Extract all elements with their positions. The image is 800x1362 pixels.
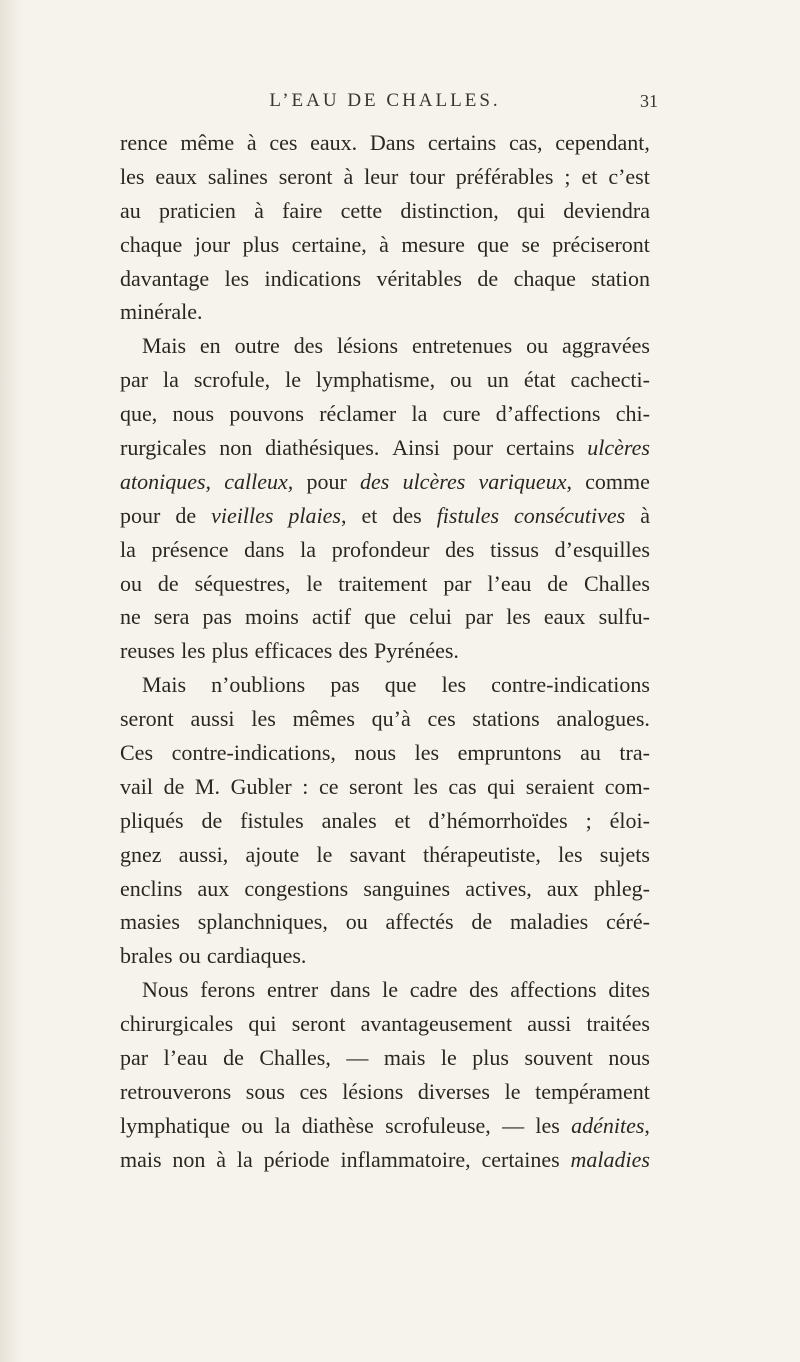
word: la bbox=[236, 1146, 253, 1172]
word: état bbox=[523, 367, 556, 393]
word: ne bbox=[120, 604, 141, 630]
word: contre-indications bbox=[491, 672, 650, 698]
word: tour bbox=[409, 163, 445, 189]
word: le bbox=[440, 1045, 457, 1071]
word: avantageusement bbox=[360, 1011, 513, 1037]
word: com- bbox=[604, 773, 650, 799]
word: savant bbox=[349, 841, 406, 867]
page-number: 31 bbox=[640, 91, 658, 111]
word: le bbox=[306, 570, 323, 596]
text-line bbox=[120, 567, 650, 601]
word: d’hémorrhoïdes bbox=[428, 807, 568, 833]
word: aux bbox=[546, 875, 579, 901]
word: préciseront bbox=[552, 231, 650, 257]
word: non bbox=[172, 1146, 206, 1172]
word: salines bbox=[207, 163, 268, 189]
word: variqueux, bbox=[478, 468, 572, 494]
word: nous bbox=[354, 740, 397, 766]
word: rurgicales bbox=[120, 435, 207, 461]
word: qui bbox=[248, 1011, 277, 1037]
word: station bbox=[591, 265, 650, 291]
word: les bbox=[558, 841, 583, 867]
word: cardiaques. bbox=[206, 943, 307, 969]
word: plus bbox=[242, 231, 280, 257]
word: tissus bbox=[490, 536, 539, 562]
word: des bbox=[445, 536, 475, 562]
word: dans bbox=[244, 536, 285, 562]
word: minérale. bbox=[120, 299, 203, 325]
word: mêmes bbox=[292, 706, 355, 732]
text-line bbox=[120, 973, 650, 1007]
text-line bbox=[120, 160, 650, 194]
word: Dans bbox=[369, 130, 416, 155]
word: adénites, bbox=[571, 1112, 650, 1138]
word: retrouverons bbox=[120, 1078, 232, 1104]
word: des bbox=[338, 638, 368, 664]
word: et bbox=[581, 163, 598, 189]
word: diathésiques. bbox=[265, 435, 380, 461]
word: seraient bbox=[525, 773, 595, 799]
word: plus bbox=[211, 638, 249, 664]
word: ulcères bbox=[402, 468, 466, 494]
word: n’oublions bbox=[211, 672, 306, 698]
word: plus bbox=[472, 1045, 509, 1071]
word: des bbox=[293, 333, 324, 359]
word: entrer bbox=[266, 977, 319, 1003]
word: chirurgicales bbox=[120, 1011, 234, 1037]
word: Challes bbox=[583, 570, 650, 596]
word: d’esquilles bbox=[554, 536, 650, 562]
text-line bbox=[120, 228, 650, 262]
word: nous bbox=[608, 1045, 650, 1071]
word: véritables bbox=[376, 265, 462, 291]
word: davantage bbox=[120, 265, 210, 291]
text-line bbox=[120, 499, 650, 533]
word: ce bbox=[318, 773, 339, 799]
word: à bbox=[379, 231, 389, 257]
word: pouvons bbox=[229, 401, 304, 427]
word: eaux bbox=[543, 604, 586, 630]
word: ou bbox=[120, 570, 142, 596]
word: affections bbox=[510, 977, 597, 1003]
word: Mais bbox=[142, 333, 186, 359]
word: des bbox=[392, 502, 422, 528]
word: les bbox=[414, 740, 440, 766]
word: chi- bbox=[615, 401, 650, 427]
word: comme bbox=[585, 468, 650, 494]
word: analogues. bbox=[556, 706, 650, 732]
word: la bbox=[411, 401, 428, 427]
word: celui bbox=[409, 604, 452, 630]
word: les bbox=[181, 638, 206, 664]
word: période bbox=[263, 1146, 330, 1172]
word: seront bbox=[349, 773, 403, 799]
word: certaines bbox=[481, 1146, 560, 1172]
text-line bbox=[120, 1075, 650, 1109]
word: à bbox=[640, 502, 650, 528]
word: fistules bbox=[436, 502, 500, 528]
word: empruntons bbox=[457, 740, 562, 766]
word: stations bbox=[472, 706, 540, 732]
word: par bbox=[120, 1045, 149, 1071]
text-line bbox=[120, 634, 650, 668]
word: ou bbox=[241, 1112, 264, 1138]
text-line bbox=[120, 736, 650, 770]
word: au bbox=[120, 197, 141, 223]
word: leur bbox=[364, 163, 399, 189]
word: traitées bbox=[586, 1011, 650, 1037]
word: pour bbox=[452, 435, 494, 461]
word: sous bbox=[245, 1078, 285, 1104]
text-line bbox=[120, 838, 650, 872]
word: tempérament bbox=[535, 1078, 650, 1104]
text-line bbox=[120, 905, 650, 939]
word: — bbox=[346, 1045, 369, 1071]
word: dans bbox=[330, 977, 371, 1003]
word: les bbox=[413, 773, 438, 799]
word: un bbox=[486, 367, 509, 393]
word: aussi bbox=[527, 1011, 572, 1037]
word: pour bbox=[120, 502, 161, 528]
word: splanchniques, bbox=[197, 909, 328, 935]
word: plaies, bbox=[288, 502, 347, 528]
word: contre-indications, bbox=[171, 740, 336, 766]
word: céré- bbox=[605, 909, 650, 935]
word: cachecti- bbox=[570, 367, 650, 393]
word: M. bbox=[194, 773, 220, 799]
word: de bbox=[547, 570, 569, 596]
word: c’est bbox=[608, 163, 650, 189]
word: pas bbox=[330, 672, 360, 698]
word: maladies bbox=[509, 909, 589, 935]
word: aussi, bbox=[178, 841, 229, 867]
word: cas, bbox=[508, 130, 543, 155]
word: Nous bbox=[142, 977, 189, 1003]
word: fistules bbox=[240, 807, 304, 833]
word: que bbox=[477, 231, 510, 257]
running-head-title: L’EAU DE CHALLES. bbox=[269, 90, 501, 111]
word: lésions bbox=[342, 1078, 404, 1104]
word: ou bbox=[450, 367, 472, 393]
word: certains bbox=[427, 130, 497, 155]
word: tra- bbox=[619, 740, 650, 766]
word: pliqués bbox=[120, 807, 184, 833]
word: les bbox=[506, 604, 531, 630]
text-line bbox=[120, 770, 650, 804]
text-line bbox=[120, 939, 650, 973]
word: diverses bbox=[417, 1078, 490, 1104]
word: à bbox=[216, 1146, 227, 1172]
word: que bbox=[384, 672, 417, 698]
word: se bbox=[521, 231, 540, 257]
word: cadre bbox=[409, 977, 458, 1003]
word: qui bbox=[516, 197, 546, 223]
word: lymphatisme, bbox=[315, 367, 436, 393]
word: Ces bbox=[120, 740, 153, 766]
word: ; bbox=[564, 163, 571, 189]
word: non bbox=[219, 435, 253, 461]
word: ces bbox=[299, 1078, 328, 1104]
word: actives, bbox=[465, 875, 532, 901]
word: vail bbox=[120, 773, 153, 799]
word: de bbox=[471, 909, 493, 935]
word: les bbox=[535, 1112, 560, 1138]
word: la bbox=[300, 536, 317, 562]
word: mais bbox=[383, 1045, 426, 1071]
word: lymphatique bbox=[120, 1112, 230, 1138]
word: ; bbox=[585, 807, 592, 833]
word: ou bbox=[526, 333, 549, 359]
word: Pyrénées. bbox=[374, 638, 459, 664]
word: cas bbox=[448, 773, 477, 799]
word: sulfu- bbox=[598, 604, 650, 630]
word: et bbox=[394, 807, 411, 833]
word: rence bbox=[120, 130, 168, 155]
word: le bbox=[285, 367, 301, 393]
word: de bbox=[175, 502, 197, 528]
word: à bbox=[254, 197, 264, 223]
word: la bbox=[274, 1112, 291, 1138]
word: Mais bbox=[142, 672, 186, 698]
word: que bbox=[364, 604, 396, 630]
word: ferons bbox=[200, 977, 256, 1003]
word: à bbox=[246, 130, 257, 155]
word: scrofuleuse, bbox=[385, 1112, 491, 1138]
word: praticien bbox=[158, 197, 236, 223]
word: séquestres, bbox=[194, 570, 291, 596]
word: anales bbox=[321, 807, 377, 833]
word: présence bbox=[151, 536, 229, 562]
word: préférables bbox=[455, 163, 554, 189]
word: aussi bbox=[190, 706, 235, 732]
word: inflammatoire, bbox=[340, 1146, 471, 1172]
text-line bbox=[120, 397, 650, 431]
word: ces bbox=[269, 130, 298, 155]
word: aggravées bbox=[562, 333, 650, 359]
text-line bbox=[120, 804, 650, 838]
word: nous bbox=[172, 401, 215, 427]
word: eaux. bbox=[310, 130, 358, 155]
text-line bbox=[120, 126, 650, 160]
text-line bbox=[120, 1143, 650, 1177]
word: l’eau bbox=[487, 570, 532, 596]
word: les bbox=[441, 672, 467, 698]
text-line bbox=[120, 1109, 650, 1143]
word: ou bbox=[345, 909, 368, 935]
word: la bbox=[163, 367, 179, 393]
body-text bbox=[120, 126, 650, 1177]
word: distinction, bbox=[400, 197, 499, 223]
word: de bbox=[163, 773, 185, 799]
text-line bbox=[120, 465, 650, 499]
word: même bbox=[180, 130, 235, 155]
word: maladies bbox=[570, 1146, 650, 1172]
word: qu’à bbox=[371, 706, 411, 732]
word: la bbox=[120, 536, 136, 562]
word: le bbox=[382, 977, 399, 1003]
word: lésions bbox=[336, 333, 399, 359]
word: dites bbox=[608, 977, 650, 1003]
text-line bbox=[120, 295, 650, 329]
word: atoniques, bbox=[120, 468, 212, 494]
text-line bbox=[120, 702, 650, 736]
word: que, bbox=[120, 401, 158, 427]
word: des bbox=[360, 468, 390, 494]
word: jour bbox=[194, 231, 231, 257]
word: seront bbox=[278, 163, 333, 189]
word: deviendra bbox=[563, 197, 650, 223]
word: cure bbox=[442, 401, 481, 427]
word: certaine, bbox=[291, 231, 367, 257]
text-line bbox=[120, 262, 650, 296]
word: profondeur bbox=[331, 536, 430, 562]
word: et bbox=[361, 502, 378, 528]
word: affectés bbox=[385, 909, 454, 935]
word: ajoute bbox=[245, 841, 300, 867]
word: Ainsi bbox=[392, 435, 440, 461]
text-line bbox=[120, 872, 650, 906]
word: par bbox=[465, 604, 494, 630]
word: moins bbox=[244, 604, 299, 630]
page-edge-shadow bbox=[0, 0, 22, 1362]
word: thérapeutiste, bbox=[422, 841, 541, 867]
word: en bbox=[199, 333, 221, 359]
word: reuses bbox=[120, 638, 175, 664]
word: ulcères bbox=[587, 435, 650, 461]
word: aux bbox=[197, 875, 230, 901]
word: à bbox=[343, 163, 354, 189]
text-line bbox=[120, 668, 650, 702]
word: cette bbox=[340, 197, 383, 223]
word: seront bbox=[120, 706, 174, 732]
running-head bbox=[120, 86, 658, 116]
word: Challes, bbox=[259, 1045, 331, 1071]
word: eaux bbox=[155, 163, 197, 189]
word: chaque bbox=[513, 265, 576, 291]
word: chaque bbox=[120, 231, 183, 257]
word: seront bbox=[291, 1011, 346, 1037]
word: Gubler bbox=[230, 773, 292, 799]
word: traitement bbox=[338, 570, 428, 596]
word: sanguines bbox=[363, 875, 451, 901]
word: de bbox=[477, 265, 499, 291]
text-line bbox=[120, 431, 650, 465]
text-line bbox=[120, 363, 650, 397]
word: par bbox=[120, 367, 149, 393]
word: vieilles bbox=[211, 502, 274, 528]
word: au bbox=[580, 740, 601, 766]
word: entretenues bbox=[412, 333, 513, 359]
word: congestions bbox=[244, 875, 349, 901]
word: faire bbox=[282, 197, 323, 223]
word: actif bbox=[311, 604, 352, 630]
word: calleux, bbox=[224, 468, 294, 494]
word: gnez bbox=[120, 841, 162, 867]
word: mesure bbox=[401, 231, 465, 257]
word: pour bbox=[306, 468, 347, 494]
text-line bbox=[120, 1007, 650, 1041]
word: phleg- bbox=[593, 875, 650, 901]
word: diathèse bbox=[301, 1112, 374, 1138]
word: de bbox=[223, 1045, 244, 1071]
text-line bbox=[120, 194, 650, 228]
text-line bbox=[120, 600, 650, 634]
word: ces bbox=[427, 706, 456, 732]
word: — bbox=[502, 1112, 525, 1138]
word: de bbox=[201, 807, 223, 833]
word: efficaces bbox=[254, 638, 333, 664]
word: : bbox=[302, 773, 309, 799]
word: indications bbox=[264, 265, 362, 291]
word: par bbox=[443, 570, 472, 596]
word: brales bbox=[120, 943, 173, 969]
word: enclins bbox=[120, 875, 183, 901]
word: pas bbox=[202, 604, 232, 630]
text-line bbox=[120, 329, 650, 363]
word: l’eau bbox=[163, 1045, 208, 1071]
word: masies bbox=[120, 909, 180, 935]
text-line bbox=[120, 533, 650, 567]
word: souvent bbox=[524, 1045, 593, 1071]
word: cependant, bbox=[555, 130, 650, 155]
word: le bbox=[504, 1078, 521, 1104]
word: consécutives bbox=[514, 502, 626, 528]
word: certains bbox=[506, 435, 575, 461]
word: éloi- bbox=[609, 807, 650, 833]
word: sera bbox=[153, 604, 190, 630]
word: des bbox=[469, 977, 499, 1003]
word: qui bbox=[487, 773, 516, 799]
word: les bbox=[224, 265, 250, 291]
word: d’affections bbox=[495, 401, 601, 427]
word: le bbox=[316, 841, 333, 867]
word: les bbox=[120, 163, 145, 189]
text-line bbox=[120, 1041, 650, 1075]
word: de bbox=[157, 570, 179, 596]
word: mais bbox=[120, 1146, 162, 1172]
word: réclamer bbox=[319, 401, 397, 427]
word: ou bbox=[178, 943, 201, 969]
word: outre bbox=[234, 333, 280, 359]
word: sujets bbox=[599, 841, 650, 867]
word: scrofule, bbox=[193, 367, 271, 393]
word: les bbox=[251, 706, 276, 732]
